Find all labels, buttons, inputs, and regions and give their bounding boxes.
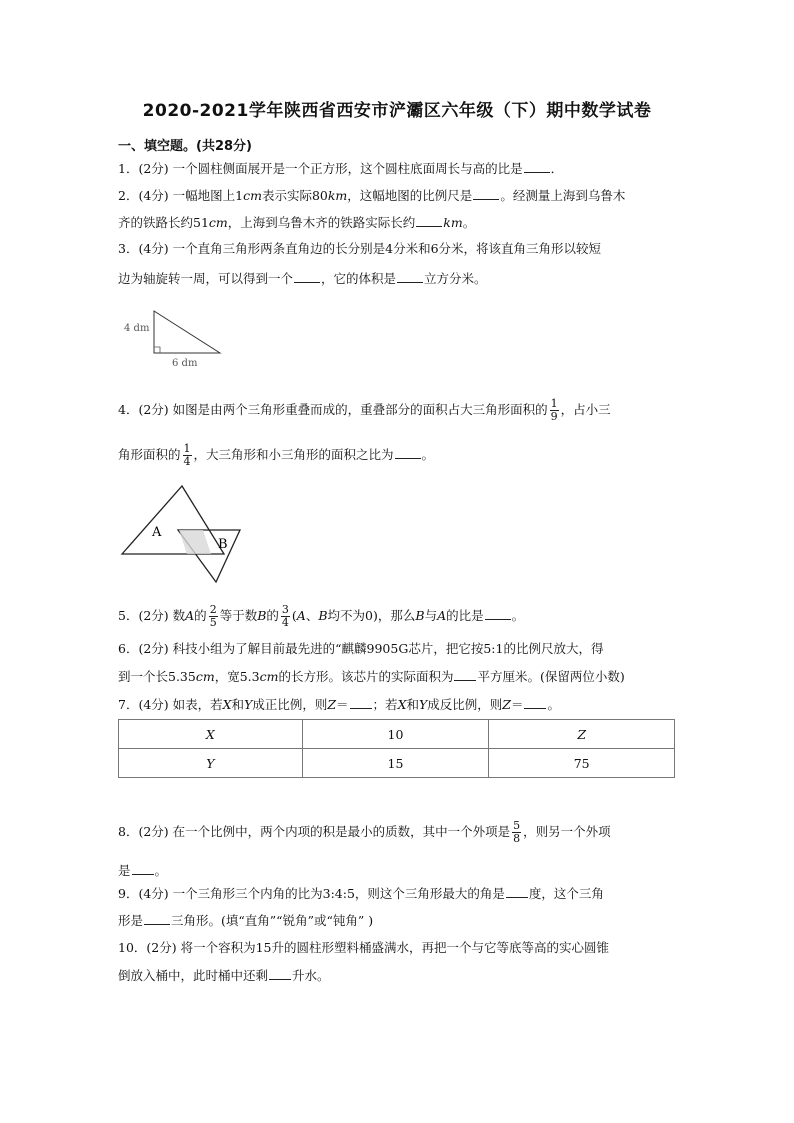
q6-text: 到一个长5.35 [118, 669, 196, 684]
answer-blank[interactable] [416, 214, 442, 227]
page-title: 2020-2021学年陕西省西安市浐灞区六年级（下）期中数学试卷 [142, 101, 652, 121]
fraction [183, 443, 192, 468]
table-cell: 15 [302, 749, 489, 778]
question-2-line-2 [118, 214, 475, 231]
table-cell: X [119, 720, 303, 749]
question-3-line-1 [118, 241, 601, 257]
fraction [281, 604, 290, 629]
q3-text: 3．(4分) 一个直角三角形两条直角边的长分别是4分米和6分米，将该直角三角形以较短 [118, 241, 602, 256]
question-10-line-1 [118, 940, 609, 956]
question-3-line-2 [118, 270, 487, 287]
table-row [119, 720, 675, 749]
q8-text: 8．(2分) 在一个比例中，两个内项的积是最小的质数，其中一个外项是 [118, 824, 511, 839]
q2-text: 表示实际80 [261, 188, 328, 203]
fraction-denominator: 9 [550, 410, 558, 423]
q10-text: 倒放入桶中，此时桶中还剩 [118, 968, 269, 983]
q6-text: 的长方形。该芯片的实际面积为 [278, 669, 454, 684]
answer-blank[interactable] [485, 607, 511, 620]
question-9-line-1 [118, 885, 604, 902]
var-z: Z [502, 697, 511, 712]
figure-label-base: 6 dm [172, 358, 198, 369]
q8-text: 是 [118, 863, 131, 878]
q2-text: 。经测量上海到乌鲁木 [500, 188, 626, 203]
q7-text: ＝ [510, 697, 524, 712]
q2-text: 。 [462, 215, 476, 230]
q5-text: 的比是 [446, 608, 484, 623]
q9-text: 形是 [118, 913, 144, 928]
right-triangle-figure [118, 305, 228, 370]
question-8-line-1 [118, 820, 611, 845]
question-8-line-2-text [118, 862, 167, 879]
q6-text: 平方厘米。(保留两位小数) [477, 669, 625, 684]
q7-text: 和 [406, 697, 419, 712]
answer-blank[interactable] [144, 912, 170, 925]
fraction-numerator: 1 [550, 397, 558, 410]
question-6-line-1 [118, 641, 603, 657]
fraction-denominator: 8 [513, 832, 521, 845]
q5-text: 等于数 [219, 608, 258, 623]
question-4-line-1 [118, 398, 611, 423]
unit-km: km [443, 215, 463, 230]
unit-cm: cm [208, 215, 228, 230]
fraction [550, 398, 559, 423]
var-a: A [437, 608, 447, 623]
q5-text: 、 [305, 608, 319, 623]
fraction-denominator: 4 [183, 455, 191, 468]
var-b: B [257, 608, 267, 623]
question-6-line-2 [118, 668, 625, 685]
answer-blank[interactable] [350, 696, 372, 709]
question-9-line-2 [118, 912, 373, 929]
q8-text: 。 [154, 863, 168, 878]
figure-label-height: 4 dm [124, 323, 150, 334]
var-b: B [318, 608, 328, 623]
fraction-denominator: 4 [281, 616, 289, 629]
table-cell: Y [119, 749, 303, 778]
q5-text: ( [291, 608, 297, 623]
answer-blank[interactable] [454, 668, 476, 681]
q10-text: 10．(2分) 将一个容积为15升的圆柱形塑料桶盛满水，再把一个与它等底等高的实心圆锥 [118, 940, 609, 955]
q10-text: 升水。 [292, 968, 330, 983]
var-a: A [185, 608, 195, 623]
fraction [512, 820, 521, 845]
fraction-numerator: 2 [209, 603, 217, 616]
answer-blank[interactable] [473, 187, 499, 200]
fraction [209, 604, 218, 629]
question-1 [118, 160, 563, 177]
q3-text: 边为轴旋转一周，可以得到一个 [118, 271, 294, 286]
question-2-line-1 [118, 187, 625, 204]
q2-text: 2．(4分) 一幅地图上1 [118, 188, 244, 203]
q1-text: 1．(2分) 一个圆柱侧面展开是一个正方形，这个圆柱底面周长与高的比是 [118, 161, 523, 176]
q5-text: 与 [424, 608, 438, 623]
question-7 [118, 696, 560, 713]
fraction-numerator: 5 [513, 819, 521, 832]
q2-text: 齐的铁路长约51 [118, 215, 209, 230]
table-cell: 10 [302, 720, 489, 749]
q9-text: 度，这个三角 [528, 886, 604, 901]
answer-blank[interactable] [524, 160, 550, 173]
table-row [119, 749, 675, 778]
fraction-numerator: 1 [183, 442, 191, 455]
q4-text: ，大三角形和小三角形的面积之比为 [193, 447, 394, 462]
q6-text: ，宽5.3 [214, 669, 260, 684]
q2-text: ，上海到乌鲁木齐的铁路实际长约 [227, 215, 416, 230]
q2-text: ，这幅地图的比例尺是 [347, 188, 473, 203]
answer-blank[interactable] [524, 696, 546, 709]
q3-text: ，它的体积是 [321, 271, 397, 286]
var-x: X [397, 697, 407, 712]
var-b: B [415, 608, 425, 623]
var-y: Y [244, 697, 253, 712]
table-cell: Z [489, 720, 675, 749]
q5-text: 的 [266, 608, 279, 623]
q7-text: 7．(4分) 如表，若 [118, 697, 223, 712]
q4-text: 角形面积的 [118, 447, 181, 462]
xyz-table [118, 719, 675, 778]
question-4-line-2 [118, 443, 434, 468]
label-a: A [152, 525, 162, 540]
q1-tail: ． [550, 161, 564, 176]
fraction-numerator: 3 [281, 603, 289, 616]
label-b: B [218, 537, 228, 552]
q7-text: 成正比例，则 [252, 697, 328, 712]
section-heading: 一、填空题。(共28分) [118, 139, 252, 154]
answer-blank[interactable] [397, 270, 423, 283]
unit-km: km [327, 188, 348, 203]
q7-text: 。 [547, 697, 560, 712]
unit-cm: cm [195, 669, 215, 684]
q7-text: 成反比例，则 [427, 697, 503, 712]
q7-text: 和 [231, 697, 245, 712]
unit-cm: cm [243, 188, 262, 203]
q8-text: ，则另一个外项 [523, 824, 611, 839]
question-10-line-2 [118, 967, 330, 984]
q7-text: ＝ [336, 697, 349, 712]
q9-text: 三角形。(填“直角”“锐角”或“钝角” ) [171, 913, 374, 928]
q4-text: ，占小三 [560, 402, 611, 417]
q6-text: 6．(2分) 科技小组为了解目前最先进的“麒麟9905G芯片，把它按5:1的比例尺放大，得 [118, 641, 604, 656]
q4-text: 4．(2分) 如图是由两个三角形重叠而成的，重叠部分的面积占大三角形面积的 [118, 402, 548, 417]
q7-text: ；若 [372, 697, 398, 712]
answer-blank[interactable] [269, 967, 291, 980]
fraction-denominator: 5 [209, 616, 217, 629]
q5-text: 的 [194, 608, 207, 623]
var-a: A [296, 608, 306, 623]
q5-text: 5．(2分) 数 [118, 608, 186, 623]
q4-text: 。 [421, 447, 435, 462]
q5-text: 。 [511, 608, 525, 623]
unit-cm: cm [259, 669, 279, 684]
var-y: Y [418, 697, 428, 712]
answer-blank[interactable] [294, 270, 320, 283]
q3-text: 立方分米。 [424, 271, 487, 286]
answer-blank[interactable] [132, 862, 154, 875]
var-x: X [222, 697, 232, 712]
answer-blank[interactable] [506, 885, 528, 898]
overlapping-triangles-figure [118, 480, 248, 585]
question-5 [118, 604, 524, 629]
q5-text: 均不为0)，那么 [327, 608, 416, 623]
answer-blank[interactable] [395, 446, 421, 459]
table-cell: 75 [489, 749, 675, 778]
q9-text: 9．(4分) 一个三角形三个内角的比为3:4:5，则这个三角形最大的角是 [118, 886, 505, 901]
var-z: Z [327, 697, 337, 712]
